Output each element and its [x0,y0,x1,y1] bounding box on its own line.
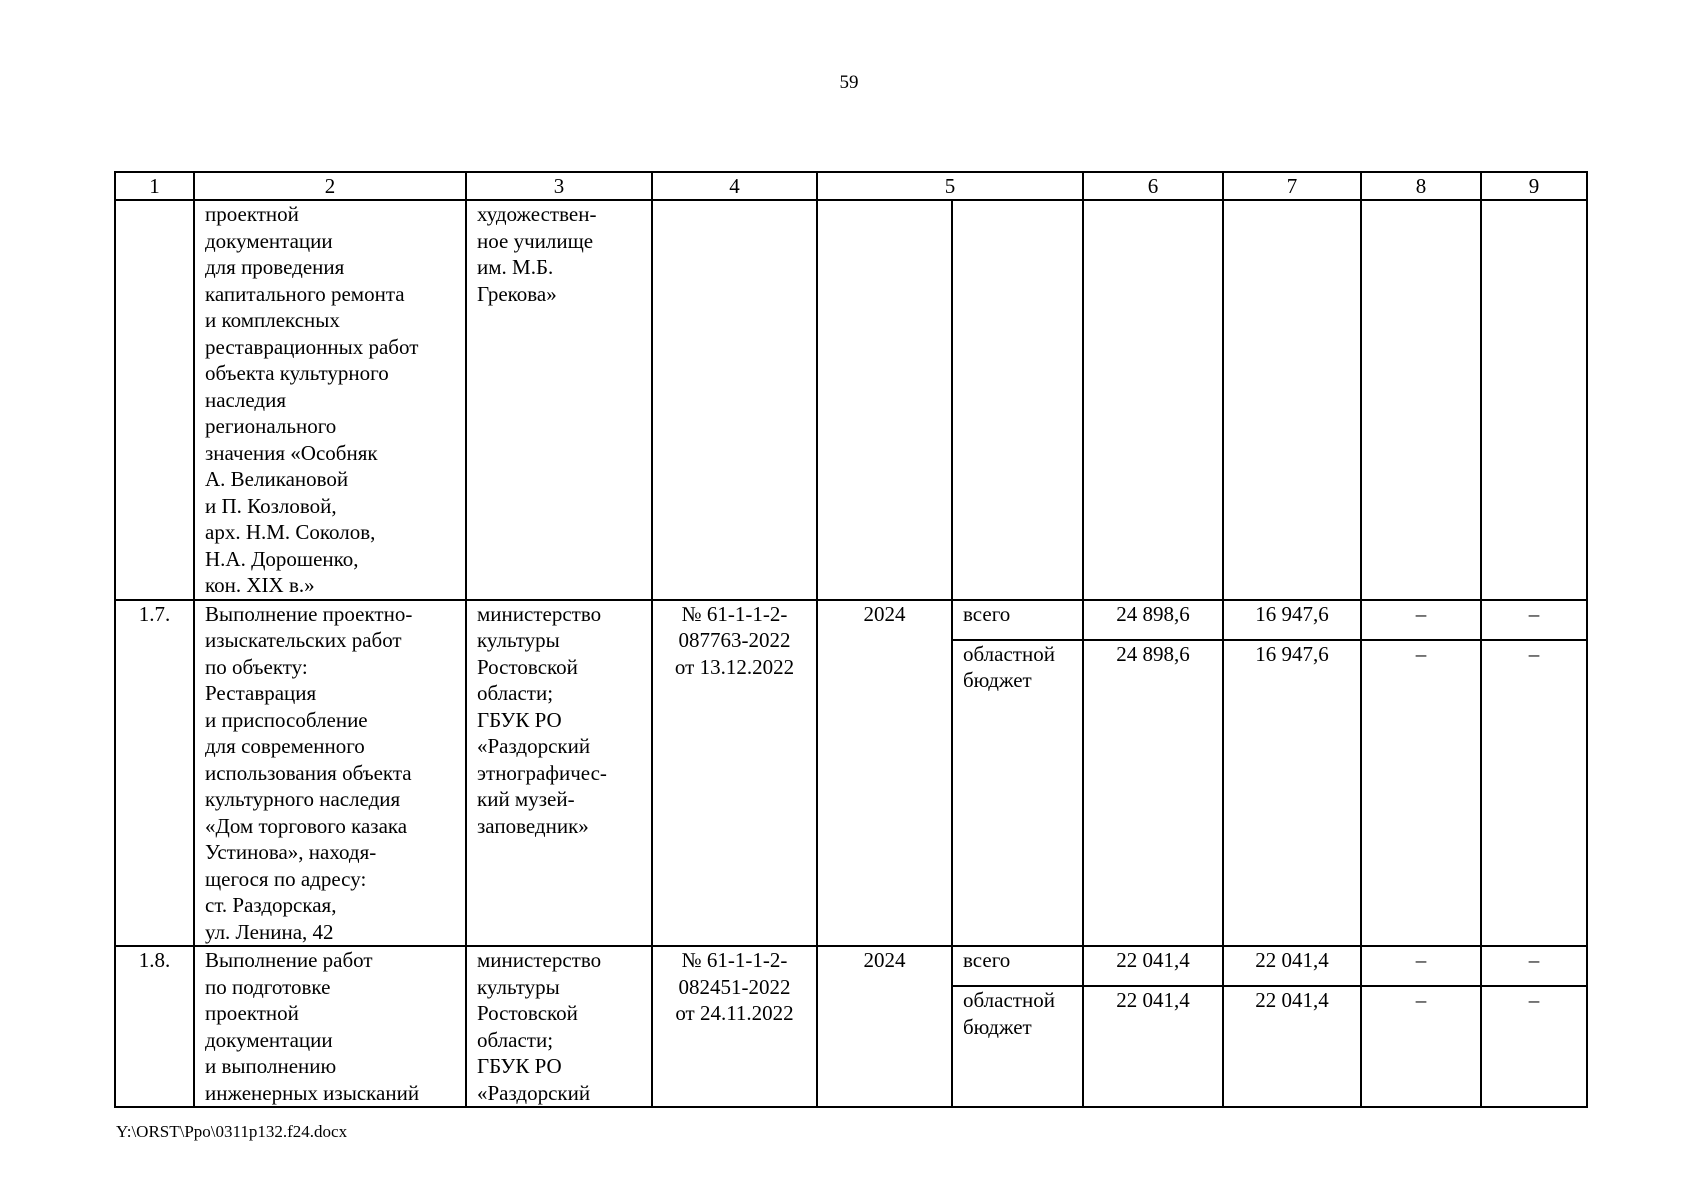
source-col8: – [1361,946,1481,986]
header-cell: 2 [194,172,466,200]
row-name: проектной документации для проведения капитального ремонта и комплексных реставрационных работ объекта культурного наследия регионального значения «Особняк А. Великановой и П. Козловой, арх. Н.М. Соколов, Н.А. Дорошенко, кон. XIX в.» [194,200,466,600]
header-cell: 3 [466,172,652,200]
header-cell: 7 [1223,172,1361,200]
header-cell: 5 [817,172,1083,200]
source-col6: 22 041,4 [1083,946,1223,986]
source-col9: – [1481,600,1587,640]
row-number [115,200,194,600]
row-executor: министерство культуры Ростовской области; ГБУК РО «Раздорский этнографичес- кий музей- заповедник» [466,600,652,947]
row-document: № 61-1-1-2- 082451-2022 от 24.11.2022 [652,946,817,1107]
source-col7: 22 041,4 [1223,986,1361,1107]
file-path-footer: Y:\ORST\Ppo\0311p132.f24.docx [116,1122,348,1141]
row-number: 1.7. [115,600,194,947]
header-cell: 6 [1083,172,1223,200]
header-cell: 8 [1361,172,1481,200]
source-col6: 24 898,6 [1083,640,1223,946]
source-col7: 16 947,6 [1223,600,1361,640]
row-col7 [1223,200,1361,600]
table-row [115,946,1587,986]
row-source [952,200,1083,600]
row-document [652,200,817,600]
source-label: всего [952,600,1083,640]
row-name: Выполнение работ по подготовке проектной документации и выполнению инженерных изысканий [194,946,466,1107]
row-col9 [1481,200,1587,600]
row-col6 [1083,200,1223,600]
row-name: Выполнение проектно- изыскательских работ по объекту: Реставрация и приспособление для современного использования объекта культурного наследия «Дом торгового казака Устинова», находя- щегося по адресу: ст. Раздорская, ул. Ленина, 42 [194,600,466,947]
source-col8: – [1361,600,1481,640]
source-col6: 24 898,6 [1083,600,1223,640]
row-col8 [1361,200,1481,600]
source-col9: – [1481,640,1587,946]
row-document: № 61-1-1-2- 087763-2022 от 13.12.2022 [652,600,817,947]
source-col7: 22 041,4 [1223,946,1361,986]
budget-table [114,171,1588,1108]
source-col8: – [1361,986,1481,1107]
header-cell: 4 [652,172,817,200]
row-year: 2024 [817,946,952,1107]
page-number: 59 [839,72,859,93]
source-col9: – [1481,986,1587,1107]
source-label: областной бюджет [952,640,1083,946]
header-cell: 1 [115,172,194,200]
row-executor: министерство культуры Ростовской области; ГБУК РО «Раздорский [466,946,652,1107]
header-cell: 9 [1481,172,1587,200]
source-col8: – [1361,640,1481,946]
table-row [115,200,1587,600]
table-row [115,600,1587,640]
row-year: 2024 [817,600,952,947]
header-row [115,172,1587,200]
row-year [817,200,952,600]
source-col6: 22 041,4 [1083,986,1223,1107]
source-label: областной бюджет [952,986,1083,1107]
row-executor: художествен- ное училище им. М.Б. Грекова» [466,200,652,600]
source-col9: – [1481,946,1587,986]
source-col7: 16 947,6 [1223,640,1361,946]
row-number: 1.8. [115,946,194,1107]
source-label: всего [952,946,1083,986]
